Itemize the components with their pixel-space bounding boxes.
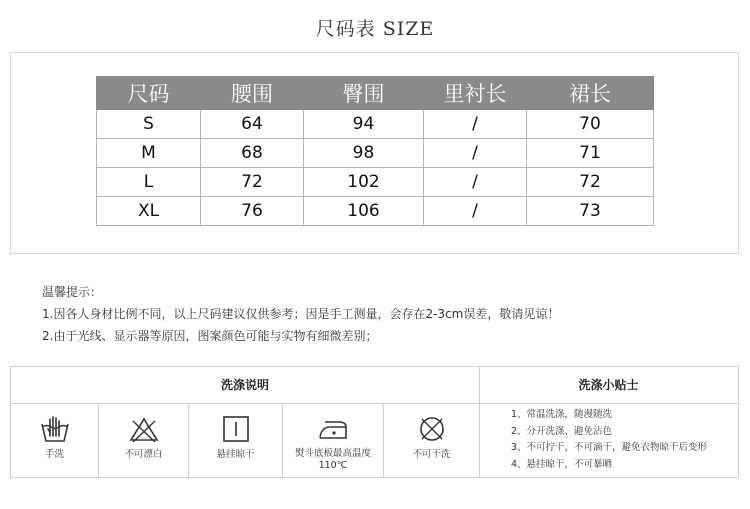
tip-line: 1.因各人身材比例不同，以上尺码建议仅供参考；因是手工测量，会存在2-3cm误差，敬请见谅！ <box>42 307 560 321</box>
care-item-hang-dry <box>189 404 283 477</box>
header-skirt-length: 裙长 <box>527 77 654 110</box>
care-label: 熨斗底板最高温度110℃ <box>294 448 371 471</box>
tips-heading: 温馨提示： <box>42 285 103 299</box>
table-cell: S <box>97 110 201 139</box>
table-cell: 106 <box>304 197 424 226</box>
tips-section <box>42 281 559 347</box>
table-row <box>97 168 654 197</box>
page-title: 尺码表 SIZE <box>315 18 435 40</box>
table-cell: 70 <box>527 110 654 139</box>
care-item-hand-wash <box>11 404 99 477</box>
care-item-iron <box>283 404 384 477</box>
table-cell: 72 <box>201 168 304 197</box>
table-cell: 102 <box>304 168 424 197</box>
header-size: 尺码 <box>97 77 201 110</box>
list-item: 3、不可拧干，不可滴干，避免衣物晾干后变形 <box>511 442 708 453</box>
table-cell: / <box>424 110 527 139</box>
table-cell: 76 <box>201 197 304 226</box>
table-cell: XL <box>97 197 201 226</box>
header-lining-length: 里衬长 <box>424 77 527 110</box>
table-row <box>97 197 654 226</box>
table-cell: / <box>424 168 527 197</box>
care-tips-list <box>511 407 707 473</box>
list-item: 1、常温洗涤，随漫随洗 <box>511 409 613 420</box>
no-dry-clean-icon <box>416 414 448 444</box>
care-label: 手洗 <box>44 449 64 460</box>
care-tips-title: 洗涤小贴士 <box>479 367 738 404</box>
table-cell: 64 <box>201 110 304 139</box>
size-table-header-row <box>97 77 654 110</box>
table-cell: 68 <box>201 139 304 168</box>
table-cell: 72 <box>527 168 654 197</box>
table-cell: / <box>424 197 527 226</box>
table-cell: 73 <box>527 197 654 226</box>
list-item: 2、分开洗涤、避免沾色 <box>511 425 613 437</box>
table-cell: M <box>97 139 201 168</box>
table-row <box>97 110 654 139</box>
hang-dry-icon <box>220 414 252 444</box>
table-cell: L <box>97 168 201 197</box>
header-hip: 臀围 <box>304 77 424 110</box>
care-item-no-dry-clean <box>384 404 480 477</box>
header-waist: 腰围 <box>201 77 304 110</box>
table-cell: 94 <box>304 110 424 139</box>
iron-icon <box>317 414 349 444</box>
table-cell: 98 <box>304 139 424 168</box>
no-bleach-icon <box>128 414 160 444</box>
size-table <box>96 76 654 226</box>
table-cell: / <box>424 139 527 168</box>
care-label: 悬挂晾干 <box>216 449 255 460</box>
care-label: 不可干洗 <box>412 449 451 460</box>
tip-line: 2.由于光线、显示器等原因，图案颜色可能与实物有细微差别； <box>42 329 378 343</box>
care-item-no-bleach <box>99 404 189 477</box>
care-label: 不可漂白 <box>124 449 163 460</box>
hand-wash-icon <box>39 414 71 444</box>
table-row <box>97 139 654 168</box>
list-item: 4、悬挂晾干，不可暴晒 <box>511 458 613 470</box>
care-title: 洗涤说明 <box>11 367 480 404</box>
care-instructions-panel <box>10 366 739 478</box>
table-cell: 71 <box>527 139 654 168</box>
